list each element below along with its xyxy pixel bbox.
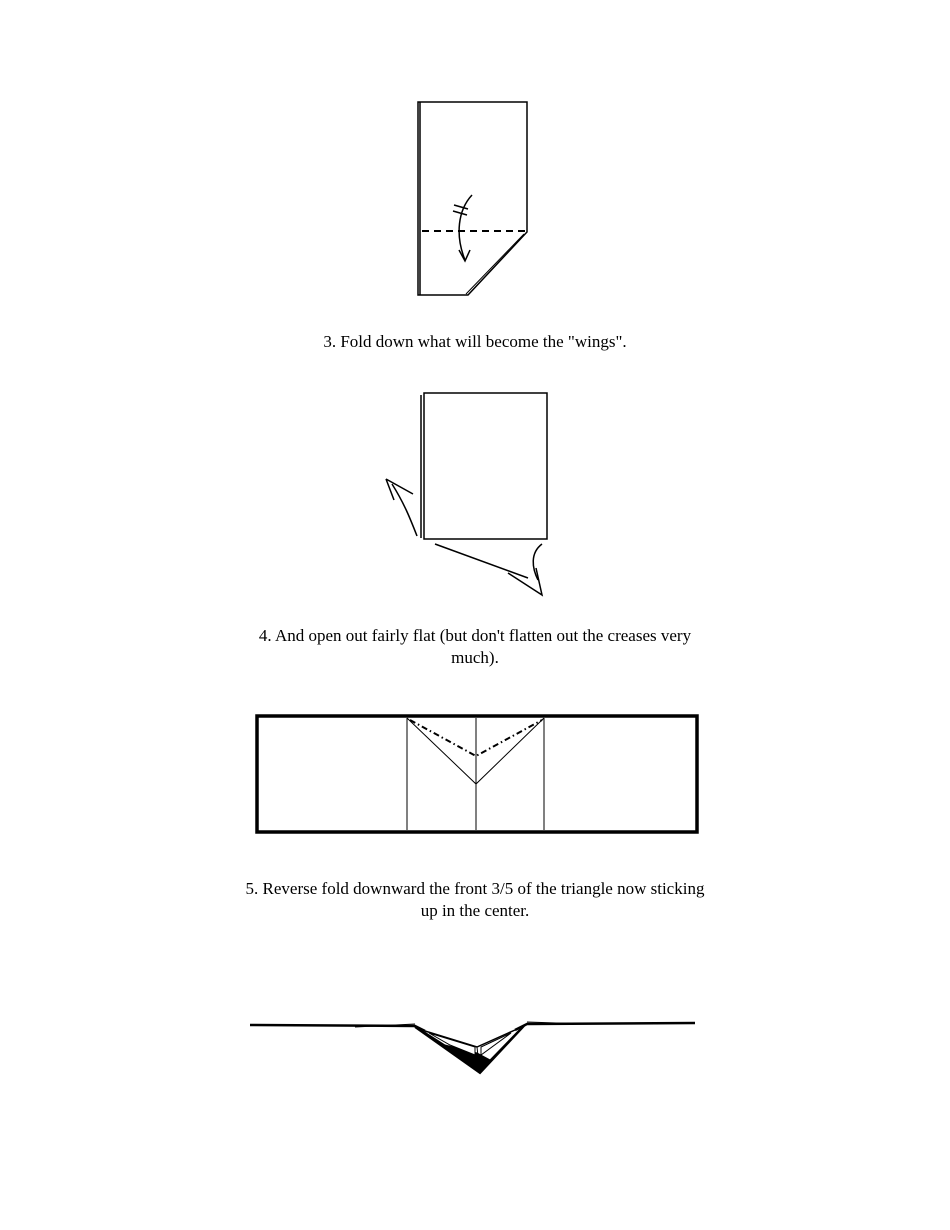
open-right-arrow [435,544,528,578]
step3-caption [0,331,950,353]
step5-number: 5. [245,879,259,898]
opened-paper-outline [257,716,697,832]
plane-front-view-diagram [245,1005,705,1085]
left-wing [250,1025,425,1031]
step4-number: 4. [258,626,272,645]
step5-diagram [250,710,705,840]
folded-paper-rect [424,393,547,539]
right-wing [515,1023,695,1030]
step3-diagram [410,95,540,305]
step3-number: 3. [323,332,337,351]
step4-caption [235,625,715,669]
step3-text: Fold down what will become the "wings". [340,332,627,351]
step4-text: And open out fairly flat (but don't flatten out the creases very much). [274,626,692,667]
step5-caption [235,878,715,922]
folded-paper-outline [418,102,527,295]
step4-diagram [380,388,560,603]
open-left-arrow [392,484,417,536]
step5-text: Reverse fold downward the front 3/5 of the triangle now sticking up in the center. [262,879,705,920]
